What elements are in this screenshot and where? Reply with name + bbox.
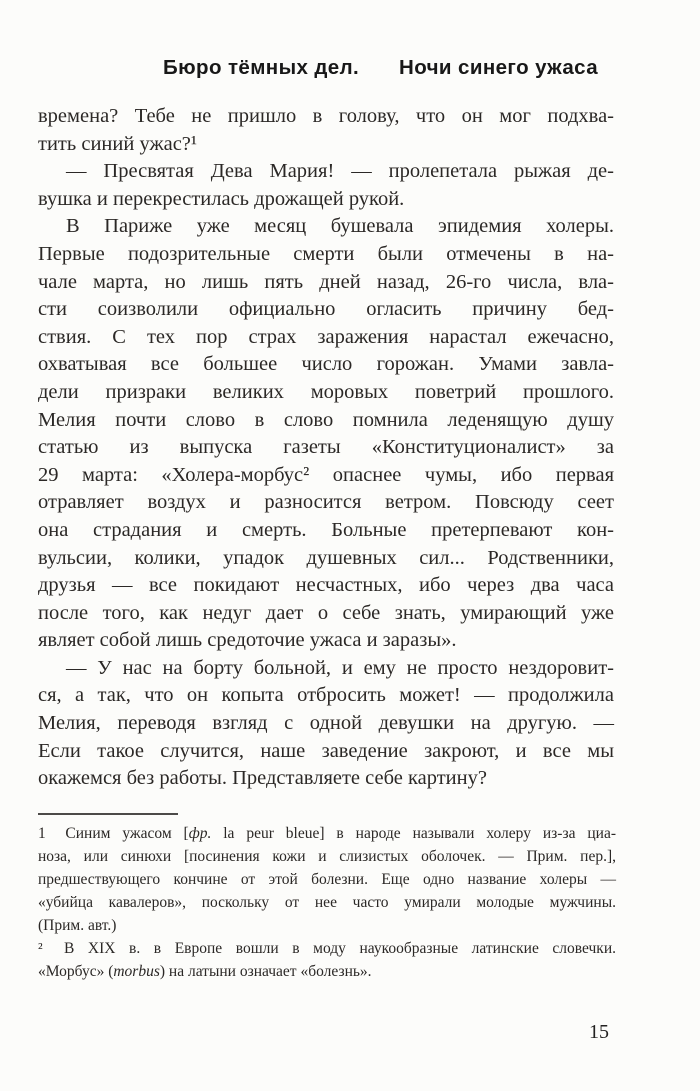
- text-line: — У нас на борту больной, и ему не просто нездоровит-: [66, 656, 614, 679]
- footnote-1: [38, 822, 616, 937]
- text-line: (Прим. авт.): [38, 917, 117, 934]
- text-line: тить синий ужас?¹: [38, 132, 198, 155]
- text-line: вушка и перекрестилась дрожащей рукой.: [38, 187, 405, 210]
- footnote-divider: [38, 813, 178, 815]
- text-line: чале марта, но лишь пять дней назад, 26-го числа, вла-: [38, 270, 614, 293]
- text-line: Мелия почти слово в слово помнила леденящую душу: [38, 408, 614, 431]
- paragraph-dialogue-1: [38, 158, 614, 213]
- body-text: [38, 103, 614, 793]
- text-line: Первые подозрительные смерти были отмечены в на-: [38, 242, 614, 265]
- text-line: ствия. С тех пор страх заражения нарастал ежечасно,: [38, 325, 614, 348]
- text-line: охватывая все большее число горожан. Умами завла-: [38, 353, 614, 376]
- text-line: после того, как недуг дает о себе знать, умирающий уже: [38, 601, 614, 624]
- text-line: В Париже уже месяц бушевала эпидемия холеры.: [66, 215, 614, 238]
- text-line: 1 Синим ужасом [фр. la peur bleue] в народе называли холеру из-за циа-: [38, 825, 616, 842]
- text-line: Если такое случится, наше заведение закроют, и все мы: [38, 739, 614, 762]
- text-line: окажемся без работы. Представляете себе картину?: [38, 767, 487, 790]
- paragraph-continuation: [38, 103, 614, 158]
- text-line: она страдания и смерть. Больные претерпевают кон-: [38, 518, 614, 541]
- text-line: вульсии, колики, упадок душевных сил... Родственники,: [38, 546, 614, 569]
- running-head: [163, 56, 598, 80]
- footnotes: [38, 822, 616, 983]
- text-line: ноза, или синюхи [посинения кожи и слизистых оболочек. — Прим. пер.],: [38, 848, 616, 865]
- text-line: предшествующего кончине от этой болезни. Еще одно название холеры —: [38, 871, 616, 888]
- text-line: «Морбус» (morbus) на латыни означает «болезнь».: [38, 963, 372, 980]
- text-line: дели призраки великих моровых поветрий прошлого.: [38, 380, 614, 403]
- page-number: 15: [589, 1021, 609, 1043]
- text-line: ² В XIX в. в Европе вошли в моду наукообразные латинские словечки.: [38, 940, 616, 957]
- running-head-chapter-title: Ночи синего ужаса: [399, 56, 598, 79]
- text-line: ся, а так, что он копыта отбросить может! — продолжила: [38, 684, 614, 707]
- footnote-2: [38, 937, 616, 983]
- text-line: друзья — все покидают несчастных, ибо через два часа: [38, 574, 614, 597]
- text-line: статью из выпуска газеты «Конституционалист» за: [38, 436, 614, 459]
- paragraph-narrative: [38, 213, 614, 655]
- paragraph-dialogue-2: [38, 655, 614, 793]
- text-line: отравляет воздух и разносится ветром. Повсюду сеет: [38, 491, 614, 514]
- text-line: «убийца кавалеров», поскольку от нее часто умирали молодые мужчины.: [38, 894, 616, 911]
- running-head-book-title: Бюро тёмных дел.: [163, 56, 360, 79]
- text-line: — Пресвятая Дева Мария! — пролепетала рыжая де-: [66, 160, 614, 183]
- text-line: 29 марта: «Холера-морбус² опаснее чумы, ибо первая: [38, 463, 614, 486]
- text-line: Мелия, переводя взгляд с одной девушки на другую. —: [38, 712, 614, 735]
- text-line: времена? Тебе не пришло в голову, что он мог подхва-: [38, 105, 614, 127]
- text-line: являет собой лишь средоточие ужаса и заразы».: [38, 629, 457, 652]
- text-line: сти соизволили официально огласить причину бед-: [38, 298, 614, 321]
